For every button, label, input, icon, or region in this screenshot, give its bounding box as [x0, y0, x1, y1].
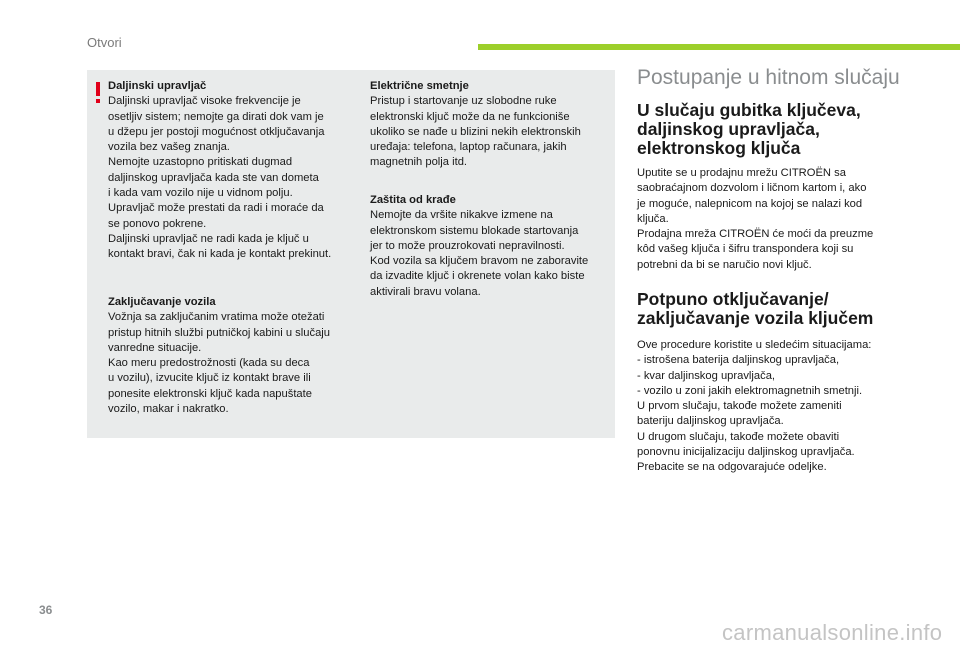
remote-warning-title: Daljinski upravljač: [108, 80, 207, 92]
theft-warning: [370, 193, 605, 300]
theft-warning-text: Nemojte da vršite nikakve izmene na elektronskom sistemu blokade startovanja jer to može prouzrokovati nepravilnosti. Kod vozila sa ključem bravom ne zaboravite da izvadite ključ i okrenete volan kako biste aktivirali bravu volana.: [370, 209, 589, 298]
locking-warning-text: Vožnja sa zaključanim vratima može otežati pristup hitnih službi putničkoj kabini u slučaju vanredne situacije. Kao meru predostrožnosti (kada su deca u vozilu), izvucite ključ iz kontakt brave ili ponesite elektronski ključ kada napuštate vozilo, makar i nakratko.: [108, 311, 331, 416]
electrical-warning-title: Električne smetnje: [370, 80, 469, 92]
remote-warning: [108, 79, 358, 263]
electrical-warning: [370, 79, 605, 171]
theft-warning-title: Zaštita od krađe: [370, 194, 456, 206]
watermark: carmanualsonline.info: [722, 620, 943, 645]
warning-exclamation-icon: [95, 82, 101, 100]
key-locking-heading: Potpuno otključavanje/ zaključavanje vozila ključem: [637, 289, 874, 328]
remote-warning-text: Daljinski upravljač visoke frekvencije je osetljiv sistem; nemojte ga dirati dok vam je u džepu jer postoji mogućnost otključavanja vozila bez vašeg znanja. Nemojte uzastopno pritiskati dugmad daljinskog upravljača kada ste van dometa i kada vam vozilo nije u vidnom polju. Upravljač može prestati da radi i moraće da se ponovo pokrene. Daljinski upravljač ne radi kada je ključ u kontakt bravi, čak ni kada je kontakt prekinut.: [108, 95, 332, 261]
page-number: 36: [39, 603, 53, 617]
lost-key-text: Uputite se u prodajnu mrežu CITROËN sa saobraćajnom dozvolom i ličnom kartom i, ako je moguće, nalepnicom na kojoj se nalazi kod ključa. Prodajna mreža CITROËN će moći da preuzme kôd vašeg ključa i šifru transpondera koji su potrebni da bi se naručio novi ključ.: [637, 167, 874, 271]
key-locking-text: Ove procedure koristite u sledećim situacijama: - istrošena baterija daljinskog upravljača, - kvar daljinskog upravljača, - vozilo u zoni jakih elektromagnetnih smetnji. U prvom slučaju, takođe možete zameniti bateriju daljinskog upravljača. U drugom slučaju, takođe možete obaviti ponovnu inicijalizaciju daljinskog upravljača. Prebacite se na odgovarajuće odeljke.: [637, 339, 872, 474]
locking-warning: [108, 295, 358, 417]
section-label: Otvori: [87, 35, 122, 50]
page-heading: Postupanje u hitnom slučaju: [637, 66, 900, 89]
lost-key-heading: U slučaju gubitka ključeva, daljinskog upravljača, elektronskog ključa: [637, 100, 861, 158]
section-accent-bar: [478, 44, 960, 50]
electrical-warning-text: Pristup i startovanje uz slobodne ruke elektronski ključ može da ne funkcioniše ukoliko se nađe u blizini nekih elektronskih uređaja: telefona, laptop računara, jakih magnetnih polja itd.: [370, 95, 581, 169]
locking-warning-title: Zaključavanje vozila: [108, 296, 216, 308]
